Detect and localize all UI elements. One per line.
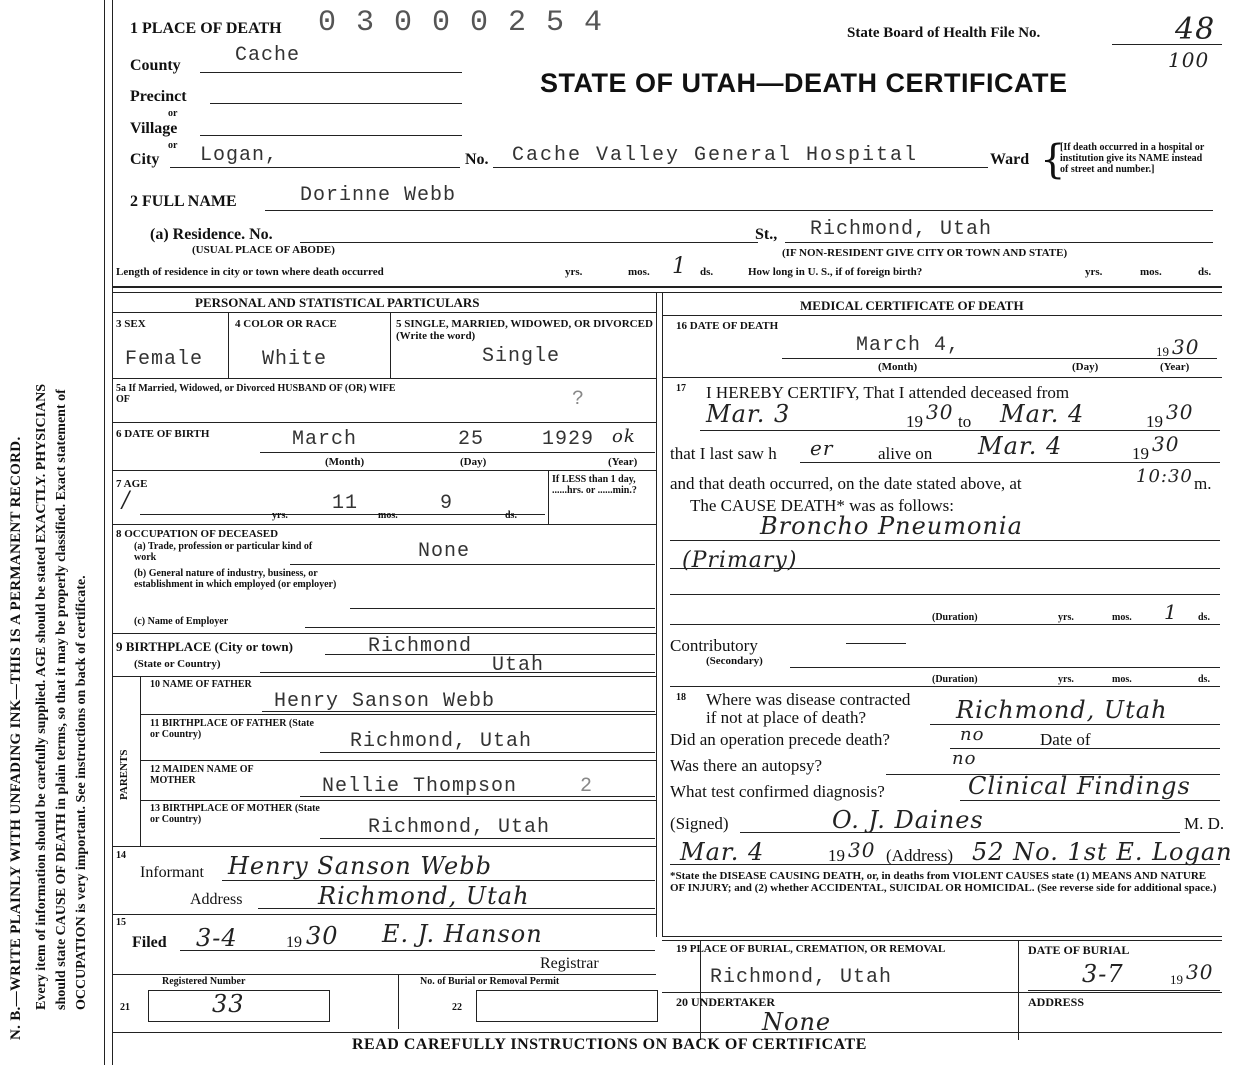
file-no-value: 48 [1175,12,1216,47]
registered-prefix: 21 [120,1002,130,1013]
date-of-death-19: 19 [1156,344,1169,359]
age-yrs-label: yrs. [272,510,288,521]
signed-value: O. J. Daines [832,806,984,834]
informant-address-value: Richmond, Utah [318,882,530,910]
duration2-label: (Duration) [932,674,978,685]
medical-section-title: MEDICAL CERTIFICATE OF DEATH [800,298,1024,313]
duration-ds: ds. [1198,612,1210,623]
date-of-label: Date of [1040,730,1091,749]
dob-year-caption: (Year) [608,456,638,468]
attended-from-year: 30 [926,400,954,424]
father-value: Henry Sanson Webb [274,690,496,713]
mother-birthplace-label: 13 BIRTHPLACE OF MOTHER (State or Country) [150,803,320,825]
doctor-address-value: 52 No. 1st E. Logan [972,838,1233,866]
village-label: Village [130,120,178,137]
certificate-title: STATE OF UTAH—DEATH CERTIFICATE [540,68,1068,98]
parents-label: PARENTS [118,749,130,800]
spouse-label: 5a If Married, Widowed, or Divorced HUSBAND OF (OR) WIFE OF [116,383,396,405]
death-time: 10:30 [1136,466,1193,487]
us-mos: mos. [1140,266,1162,278]
place-of-death-label: 1 PLACE OF DEATH [130,20,282,37]
date-of-death-value: March 4, [856,334,961,357]
burial-19: 19 [1170,972,1183,987]
dob-year: 1929 [542,428,595,451]
attended-to-19: 19 [1146,412,1163,431]
attended-from-date: Mar. 3 [706,400,791,428]
alive-on-19: 19 [1132,444,1149,463]
sex-label: 3 SEX [116,318,146,330]
occupation-b-label: (b) General nature of industry, business, or establishment in which employed (or employer) [134,568,337,590]
occupation-label: 8 OCCUPATION OF DECEASED [116,528,279,540]
duration2-yrs: yrs. [1058,674,1074,685]
date-of-death-year: 30 [1172,335,1200,359]
death-time-suffix: m. [1194,474,1212,493]
margin-instruction-2: Every item of information should be carefully supplied. AGE should be stated EXACTLY. PHYSICIANS [34,383,49,1010]
alive-on-date: Mar. 4 [978,432,1063,460]
burial-place-label: 19 PLACE OF BURIAL, CREMATION, OR REMOVAL [676,943,946,955]
birthplace-city: Richmond [368,635,473,658]
marital-value: Single [482,345,561,368]
length-yrs: yrs. [565,266,583,278]
autopsy-label: Was there an autopsy? [670,756,823,775]
occupation-value: None [418,540,471,563]
occupation-c-label: (c) Name of Employer [134,616,229,627]
test-label: What test confirmed diagnosis? [670,782,885,801]
burial-year: 30 [1186,960,1214,984]
last-saw-text: that I last saw h [670,444,777,463]
father-label: 10 NAME OF FATHER [150,679,252,690]
attended-from-19: 19 [906,412,923,431]
city-label: City [130,151,160,168]
margin-instruction-4: OCCUPATION is very important. See instructions on back of certificate. [74,575,89,1010]
dob-mark: ok [612,426,636,447]
last-saw-pronoun: er [810,436,834,460]
attended-to-year: 30 [1166,400,1194,424]
or-label-1: or [168,108,178,119]
duration2-ds: ds. [1198,674,1210,685]
signed-date: Mar. 4 [680,838,765,866]
burial-place-value: Richmond, Utah [710,966,893,989]
dob-day-caption: (Day) [460,456,487,468]
attended-to-date: Mar. 4 [1000,400,1085,428]
age-days: 9 [440,492,454,515]
signed-19: 19 [828,846,845,865]
burial-permit-prefix: 22 [452,1002,462,1013]
informant-value: Henry Sanson Webb [228,852,492,880]
age-label: 7 AGE [116,478,148,490]
date-of-death-label: 16 DATE OF DEATH [676,320,779,332]
burial-date-value: 3-7 [1082,960,1124,988]
father-birthplace-value: Richmond, Utah [350,730,533,753]
county-label: County [130,57,181,74]
footer-instructions: READ CAREFULLY INSTRUCTIONS ON BACK OF CERTIFICATE [352,1036,867,1053]
file-no-label: State Board of Health File No. [847,25,1041,41]
contracted-label-2: if not at place of death? [706,708,867,727]
registrar-signature: E. J. Hanson [382,920,543,948]
full-name-label: 2 FULL NAME [130,193,237,210]
hospital-value: Cache Valley General Hospital [512,144,919,167]
registered-number-label: Registered Number [162,976,246,987]
margin-instruction-1: N. B.—WRITE PLAINLY WITH UNFADING INK—THIS IS A PERMANENT RECORD. [8,436,24,1040]
no-label: No. [465,151,489,168]
cause-footnote: *State the DISEASE CAUSING DEATH, or, in deaths from VIOLENT CAUSES state (1) MEANS AND NATURE OF INJURY; and (2) whether ACCIDENTAL, SUICIDAL OR HOMICIDAL. (See reverse side for additional space.) [670,870,1217,894]
certificate-number: 0 3 0 0 0 2 5 4 [318,6,604,40]
marital-label: 5 SINGLE, MARRIED, WIDOWED, OR DIVORCED (Write the word) [396,318,653,342]
undertaker-label: 20 UNDERTAKER [676,995,776,1009]
undertaker-value: None [762,1008,832,1036]
item-14-number: 14 [116,850,126,861]
age-ds-label: ds. [505,510,517,521]
burial-permit-label: No. of Burial or Removal Permit [420,976,560,987]
alive-on-year: 30 [1152,432,1180,456]
us-residence-label: How long in U. S., if of foreign birth? [748,266,923,278]
item-18-number: 18 [676,692,686,703]
contracted-value: Richmond, Utah [956,696,1168,724]
ward-label: Ward [990,151,1030,168]
mother-name-label: 12 MAIDEN NAME OF MOTHER [150,764,254,786]
duration-label: (Duration) [932,612,978,623]
operation-label: Did an operation precede death? [670,730,890,749]
informant-label: Informant [140,864,204,881]
certify-text: I HEREBY CERTIFY, That I attended deceased from [706,383,1070,402]
length-mos: mos. [628,266,650,278]
personal-section-title: PERSONAL AND STATISTICAL PARTICULARS [195,295,480,310]
birthplace-state-label: (State or Country) [134,658,221,670]
file-no-extra: 100 [1168,48,1210,72]
operation-value: no [960,724,985,745]
death-occurred-text: and that death occurred, on the date stated above, at [670,474,1022,493]
registered-number-value: 33 [212,990,245,1018]
mother-birthplace-value: Richmond, Utah [368,816,551,839]
institution-note: [If death occurred in a hospital or institution give its NAME instead of street and number.] [1060,142,1205,175]
signed-year: 30 [848,838,876,862]
age-months: 11 [332,492,359,515]
duration-value: 1 [1164,600,1178,624]
death-month-caption: (Month) [878,361,918,373]
race-value: White [262,348,328,371]
duration-mos: mos. [1112,612,1132,623]
burial-date-label: DATE OF BURIAL [1028,943,1130,957]
certify-number: 17 [676,383,686,394]
signed-label: (Signed) [670,814,729,833]
mother-mark: 2 [580,775,594,798]
doctor-address-label: (Address) [886,846,954,865]
occupation-a-label: (a) Trade, profession or particular kind of work [134,541,313,563]
city-value: Logan, [200,144,279,167]
precinct-label: Precinct [130,88,187,105]
street-label: St., [755,226,778,243]
length-residence-label: Length of residence in city or town where death occurred [116,266,384,278]
cause-value: Broncho Pneumonia [760,512,1023,540]
secondary-label: (Secondary) [706,655,763,667]
mother-name-value: Nellie Thompson [322,775,518,798]
informant-address-label: Address [190,891,243,908]
age-dash: / [122,488,131,513]
filed-label: Filed [132,934,167,951]
full-name-value: Dorinne Webb [300,184,457,207]
md-label: M. D. [1184,814,1225,833]
race-label: 4 COLOR OR RACE [235,318,337,330]
dob-day: 25 [458,428,485,451]
burial-address-label: ADDRESS [1028,995,1085,1009]
contracted-label: Where was disease contracted [706,690,911,709]
dob-month-caption: (Month) [325,456,365,468]
death-year-caption: (Year) [1160,361,1190,373]
sex-value: Female [125,348,204,371]
age-less-than: If LESS than 1 day, ......hrs. or ......min.? [552,474,637,496]
filed-year: 30 [306,922,339,950]
cause-note: (Primary) [682,548,798,573]
filed-19: 19 [286,934,302,951]
birthplace-label: 9 BIRTHPLACE (City or town) [116,639,293,654]
or-label-2: or [168,140,178,151]
length-value: 1 [672,254,687,279]
attended-to: to [958,412,972,431]
length-ds: ds. [700,266,714,278]
nonresident-note: (IF NON-RESIDENT GIVE CITY OR TOWN AND STATE) [782,247,1068,259]
contributory-label: Contributory [670,636,758,655]
duration-yrs: yrs. [1058,612,1074,623]
usual-place-label: (USUAL PLACE OF ABODE) [192,244,335,256]
dob-label: 6 DATE OF BIRTH [116,428,210,440]
item-15-number: 15 [116,917,126,928]
county-value: Cache [235,44,301,67]
registrar-label: Registrar [540,955,599,972]
us-ds: ds. [1198,266,1212,278]
autopsy-value: no [952,748,977,769]
test-value: Clinical Findings [968,772,1191,800]
residence-label: (a) Residence. No. [150,226,273,243]
duration2-mos: mos. [1112,674,1132,685]
filed-date: 3-4 [196,924,238,952]
dob-month: March [292,428,358,451]
spouse-value: ? [572,388,586,411]
alive-on-text: alive on [878,444,933,463]
death-day-caption: (Day) [1072,361,1099,373]
residence-value: Richmond, Utah [810,218,993,241]
us-yrs: yrs. [1085,266,1103,278]
father-birthplace-label: 11 BIRTHPLACE OF FATHER (State or Country) [150,718,314,740]
birthplace-state: Utah [492,654,545,677]
age-mos-label: mos. [378,510,398,521]
margin-instruction-3: should state CAUSE OF DEATH in plain terms, so that it may be properly classified. Exact statement of [54,389,69,1010]
cause-label: The CAUSE DEATH* was as follows: [690,496,954,515]
brace-icon: { [1040,137,1066,183]
